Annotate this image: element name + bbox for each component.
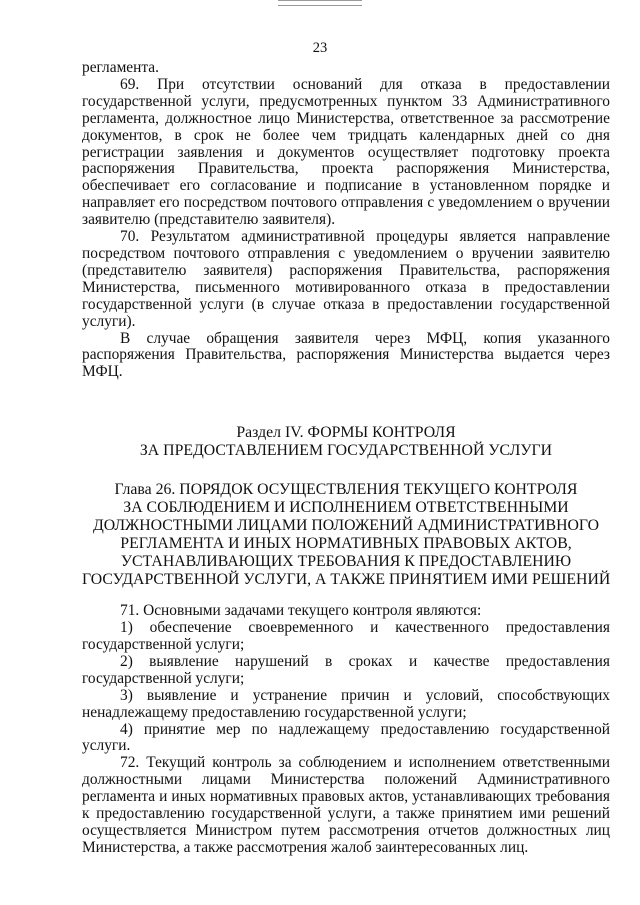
heading-line: Глава 26. ПОРЯДОК ОСУЩЕСТВЛЕНИЯ ТЕКУЩЕГО КОНТРОЛЯ xyxy=(114,481,578,499)
paragraph: регламента. xyxy=(82,59,159,76)
paragraph: 71. Основными задачами текущего контроля являются: xyxy=(120,602,482,620)
paragraph-group-top xyxy=(82,60,610,381)
paragraph: 69. При отсутствии оснований для отказа в предоставлении государственной услуги, предусмотренных пунктом 33 Административного регламента, должностное лицо Министерства, ответственное за рассмотрение документов, в срок не более чем тридцать календарных дней со дня регистрации заявления и документов осуществляет подготовку проекта распоряжения Правительства, проекта распоряжения Министерства, обеспечивает его согласование и подписание в установленном порядке и направляет его посредством почтового отправления с уведомлением о вручении заявителю (представителю заявителя). xyxy=(82,75,610,229)
heading-line: ЗА СОБЛЮДЕНИЕМ И ИСПОЛНЕНИЕМ ОТВЕТСТВЕННЫМИ xyxy=(123,499,569,517)
document-body xyxy=(82,60,610,857)
paragraph: 2) выявление нарушений в сроках и качестве предоставления государственной услуги; xyxy=(82,652,610,687)
heading-line: Раздел IV. ФОРМЫ КОНТРОЛЯ xyxy=(236,424,456,442)
section-title xyxy=(82,424,610,460)
chapter-title xyxy=(82,481,610,589)
paragraph-group-bottom xyxy=(82,603,610,857)
paragraph: 3) выявление и устранение причин и условий, способствующих ненадлежащему предоставлению государственной услуги; xyxy=(82,686,610,721)
paragraph: 70. Результатом административной процедуры является направление посредством почтового отправления с уведомлением о вручении заявителю (представителю заявителя) распоряжения Правительства, распоряжения Министерства, письменного мотивированного отказа в предоставлении государственной услуги (в случае отказа в предоставлении государственной услуги). xyxy=(82,228,610,330)
heading-line: РЕГЛАМЕНТА И ИНЫХ НОРМАТИВНЫХ ПРАВОВЫХ АКТОВ, xyxy=(120,535,572,553)
paragraph: В случае обращения заявителя через МФЦ, копия указанного распоряжения Правительства, распоряжения Министерства выдается через МФЦ. xyxy=(82,329,610,381)
paragraph: 72. Текущий контроль за соблюдением и исполнением ответственными должностными лицами Министерства положений Административного регламента и иных нормативных правовых актов, устанавливающих требования к предоставлению государственной услуги, а также принятием ими решений осуществляется Министром путем рассмотрения отчетов должностных лиц Министерства, а также рассмотрения жалоб заинтересованных лиц. xyxy=(82,754,610,856)
heading-line: УСТАНАВЛИВАЮЩИХ ТРЕБОВАНИЯ К ПРЕДОСТАВЛЕНИЮ xyxy=(120,553,572,571)
paragraph: 4) принятие мер по надлежащему предоставлению государственной услуги. xyxy=(82,720,610,755)
paragraph: 1) обеспечение своевременного и качественного предоставления государственной услуги; xyxy=(82,619,610,654)
heading-line: ДОЛЖНОСТНЫМИ ЛИЦАМИ ПОЛОЖЕНИЙ АДМИНИСТРАТИВНОГО xyxy=(92,517,600,535)
page-top-mark xyxy=(278,0,362,6)
heading-line: ГОСУДАРСТВЕННОЙ УСЛУГИ, А ТАКЖЕ ПРИНЯТИЕМ ИМИ РЕШЕНИЙ xyxy=(82,571,611,589)
heading-line: ЗА ПРЕДОСТАВЛЕНИЕМ ГОСУДАРСТВЕННОЙ УСЛУГИ xyxy=(139,442,553,460)
page-number: 23 xyxy=(312,40,328,56)
